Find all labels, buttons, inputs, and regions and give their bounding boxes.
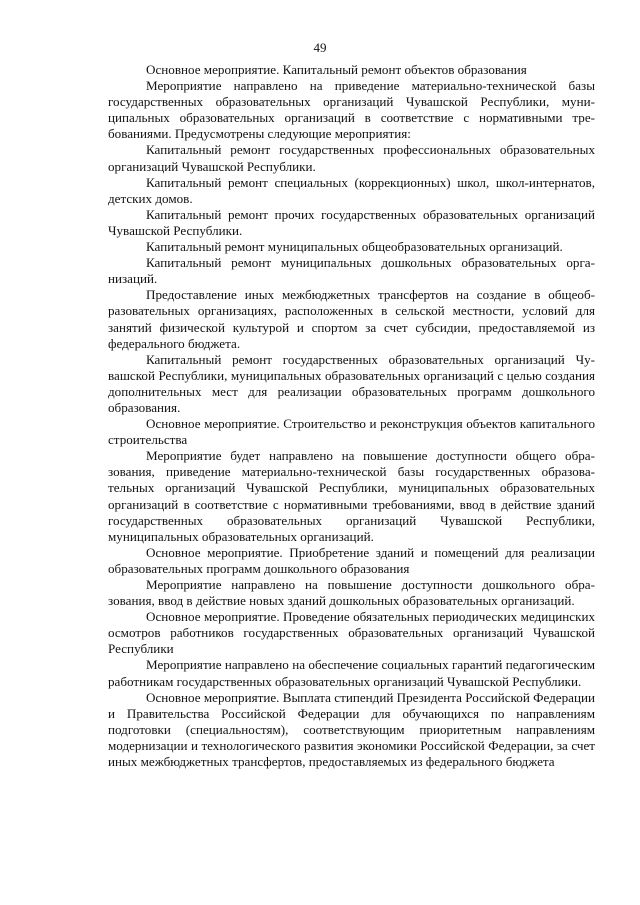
section-heading: Основное мероприятие. Капитальный ремонт объектов образования bbox=[146, 62, 527, 77]
paragraph: Мероприятие направлено на повышение доступности дошкольного образования, ввод в действие новых зданий дошкольных образовательных организаций. bbox=[108, 577, 595, 609]
list-item: Капитальный ремонт муниципальных общеобразовательных организаций. bbox=[146, 239, 563, 255]
list-item: Капитальный ремонт государственных образовательных организаций Чувашской Республики, муниципальных образовательных организаций с целью создания дополнительных мест для реализации образовательных программ дошкольного образования. bbox=[108, 351, 595, 415]
paragraph: Мероприятие будет направлено на повышение доступности общего образования, приведение материально-технической базы государственных образовательных организаций Чувашской Республики, муниципальных образовательных организаций в соответствие с нормативными требованиями, ввод в действие зданий государственных образовательных организаций Чувашской Республики, муниципальных образовательных организаций. bbox=[108, 448, 595, 544]
list-item: Капитальный ремонт специальных (коррекционных) школ, школ-интернатов, детских домов. bbox=[108, 174, 595, 206]
list-item: Капитальный ремонт муниципальных дошкольных образовательных организаций. bbox=[108, 255, 595, 287]
list-item: Капитальный ремонт прочих государственных образовательных организаций Чувашской Республики. bbox=[108, 206, 595, 238]
section-heading: Основное мероприятие. Выплата стипендий Президента Российской Федерации и Правительства Российской Федерации для обучающихся по направлениям подготовки (специальностям), соответствующим приоритетным направлениям модернизации и технологического развития экономики Российской Федерации, за счет иных межбюджетных трансфертов, предоставляемых из федерального бюджета bbox=[108, 689, 595, 770]
paragraph: Мероприятие направлено на приведение материально-технической базы государственных образовательных организаций Чувашской Республики, муниципальных образовательных организаций в соответствие с нормативными требованиями. Предусмотрены следующие мероприятия: bbox=[108, 78, 595, 142]
document-body bbox=[108, 62, 595, 770]
section-heading: Основное мероприятие. Проведение обязательных периодических медицинских осмотров работников государственных образовательных организаций Чувашской Республики bbox=[108, 609, 595, 657]
list-item: Капитальный ремонт государственных профессиональных образовательных организаций Чувашской Республики. bbox=[108, 142, 595, 174]
page-number: 49 bbox=[313, 40, 327, 55]
list-item: Предоставление иных межбюджетных трансфертов на создание в общеобразовательных организациях, расположенных в сельской местности, условий для занятий физической культурой и спортом за счет субсидии, предоставляемой из федерального бюджета. bbox=[108, 287, 595, 351]
paragraph: Мероприятие направлено на обеспечение социальных гарантий педагогическим работникам государственных образовательных организаций Чувашской Республики. bbox=[108, 657, 595, 689]
section-heading: Основное мероприятие. Приобретение зданий и помещений для реализации образовательных программ дошкольного образования bbox=[108, 544, 595, 576]
section-heading: Основное мероприятие. Строительство и реконструкция объектов капитального строительства bbox=[108, 416, 595, 448]
